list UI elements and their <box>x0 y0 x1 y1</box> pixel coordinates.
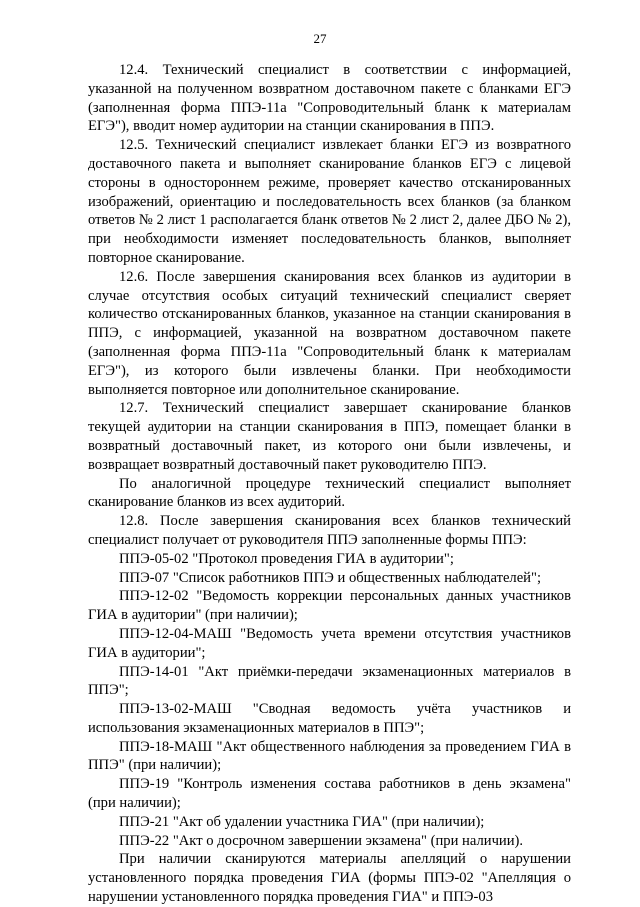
form-list-item: ППЭ-07 "Список работников ППЭ и общественных наблюдателей"; <box>119 569 542 586</box>
form-list-item: ППЭ-14-01 "Акт приёмки-передачи экзаменационных материалов в ППЭ"; <box>88 663 571 699</box>
form-list-item: ППЭ-21 "Акт об удалении участника ГИА" (при наличии); <box>119 813 485 830</box>
form-list-item: ППЭ-12-04-МАШ "Ведомость учета времени отсутствия участников ГИА в аудитории"; <box>88 625 571 661</box>
form-list-item: ППЭ-19 "Контроль изменения состава работников в день экзамена" (при наличии); <box>88 776 571 812</box>
form-list-item: ППЭ-18-МАШ "Акт общественного наблюдения за проведением ГИА в ППЭ" (при наличии); <box>88 738 571 774</box>
form-list-item: ППЭ-13-02-МАШ "Сводная ведомость учёта участников и использования экзаменационных материалов в ППЭ"; <box>88 701 571 736</box>
paragraph-12-7: 12.7. Технический специалист завершает сканирование бланков текущей аудитории на станции сканирования в ППЭ, помещает бланки в возвратный доставочный пакет, из которого они были извлечены, и возвращает возвратный доставочный пакет руководителю ППЭ. <box>88 400 571 473</box>
paragraph-12-5: 12.5. Технический специалист извлекает бланки ЕГЭ из возвратного доставочного пакета и выполняет сканирование бланков ЕГЭ с лицевой стороны в одностороннем режиме, проверяет качество отсканированных изображений, ориентацию и последовательность всех бланков (за бланком ответов № 2 лист 1 располагается бланк ответов № 2 лист 2, далее ДБО № 2), при необходимости изменяет последовательность бланков, выполняет повторное сканирование. <box>88 137 571 266</box>
paragraph-12-4: 12.4. Технический специалист в соответствии с информацией, указанной на полученном возвратном доставочном пакете с бланками ЕГЭ (заполненная форма ППЭ-11а "Сопроводительный бланк к материалам ЕГЭ"), вводит номер аудитории на станции сканирования в ППЭ. <box>88 62 571 135</box>
paragraph-appeals: При наличии сканируются материалы апелляций о нарушении установленного порядка проведения ГИА (формы ППЭ-02 "Апелляция о нарушении установленного порядка проведения ГИА" и ППЭ-03 <box>88 851 571 906</box>
form-list-item: ППЭ-12-02 "Ведомость коррекции персональных данных участников ГИА в аудитории" (при наличии); <box>88 588 571 624</box>
form-list-item: ППЭ-05-02 "Протокол проведения ГИА в аудитории"; <box>119 550 454 567</box>
paragraph-12-6: 12.6. После завершения сканирования всех бланков из аудитории в случае отсутствия особых ситуаций технический специалист сверяет количество отсканированных бланков, указанное на станции сканирования в ППЭ, с информацией, указанной на возвратном доставочном пакете (заполненная форма ППЭ-11а "Сопроводительный бланк к материалам ЕГЭ"), из которого были извлечены бланки. При необходимости выполняется повторное или дополнительное сканирование. <box>88 268 571 398</box>
page-number: 27 <box>313 31 327 46</box>
paragraph-similar-procedure: По аналогичной процедуре технический специалист выполняет сканирование бланков из всех аудиторий. <box>88 475 571 511</box>
document-body <box>88 61 571 907</box>
form-list-item: ППЭ-22 "Акт о досрочном завершении экзамена" (при наличии). <box>119 832 524 849</box>
paragraph-12-8: 12.8. После завершения сканирования всех бланков технический специалист получает от руководителя ППЭ заполненные формы ППЭ: <box>88 513 571 548</box>
